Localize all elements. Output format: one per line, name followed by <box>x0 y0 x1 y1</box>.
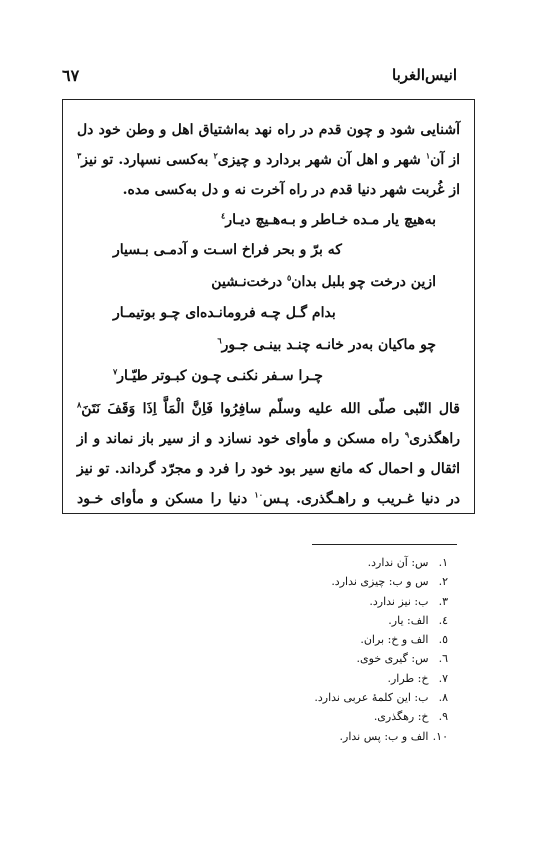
footnote-item: ٥. الف و خ: بران. <box>360 633 448 647</box>
footnote-ref: ٩ <box>404 429 410 440</box>
footnote-ref: ٥ <box>286 272 292 283</box>
main-text-frame <box>62 99 475 514</box>
running-title: انیس‌الغربا <box>392 66 457 84</box>
page-header <box>62 66 457 86</box>
footnote-ref: ٣ <box>77 150 82 161</box>
footnote-ref: ٤ <box>221 210 226 221</box>
footnote-item: ٤. الف: یار. <box>388 613 448 627</box>
footnotes-list <box>188 553 448 746</box>
footnote-ref: ٧ <box>113 366 118 377</box>
footnote-ref: ٢ <box>213 150 218 161</box>
verse-line: که برّ و بحر فراخ اسـت و آدمـی بـسیار <box>113 242 342 258</box>
page-number: ٦٧ <box>62 66 80 85</box>
footnote-item: ٣. ب: نیز ندارد. <box>369 594 448 608</box>
prose-line: آشنایی شود و چون قدم در راه نهد به‌اشتیاق اهل و وطن خود دل <box>77 122 461 138</box>
footnote-ref: ١٠ <box>254 489 263 500</box>
verse-line: چـرا سـفر نکنـی چـون کبـوتر طیّـار$^٧$ <box>113 366 323 384</box>
footnote-ref: ١ <box>425 150 431 161</box>
prose-line: در دنیا غـریب و راهـگذری. پـس$^{١٠}$ دنیا را مسکن و مأوای خـود <box>77 489 460 507</box>
verse-line: به‌هیچ یار مـده خـاطر و بـه‌هـیچ دیـار$^٤$ <box>221 210 436 228</box>
footnote-item: ١٠. الف و ب: پس ندار. <box>339 729 448 743</box>
prose-line: اثقال و احمال که مانع سیر بود خود را فرد و مجرّد گرداند. تو نیز <box>77 461 460 477</box>
prose-line: قال النّبی صلّی الله علیه وسلّم سافِرُوا فَاِنَّ الْمَاَّ اِذَا وَقَفَ نَتَنَ$^٨$ <box>77 399 460 417</box>
footnote-item: ٢. س و ب: چیزی ندارد. <box>331 575 448 589</box>
footnote-item: ٧. خ: طرار. <box>387 671 448 685</box>
footnote-ref: ٦ <box>217 335 222 346</box>
verse-line: بدام گـل چـه فرومانـده‌ای چـو بوتیمـار <box>113 305 336 321</box>
verse-line: ازین درخت چو بلبل بدان$^٥$ درخت‌نـشین <box>211 272 436 290</box>
footnote-item: ٨. ب: این کلمهٔ عربی ندارد. <box>314 691 448 705</box>
prose-line: از آن$^١$ شهر و اهل آن شهر بردارد و چیزی$^٢$ به‌کسی نسپارد. تو نیز$^٣$ <box>77 150 460 168</box>
footnote-ref: ٨ <box>77 399 82 410</box>
verse-line: چو ماکیان به‌در خانـه چنـد بینـی جـور$^٦$ <box>217 335 436 353</box>
prose-line: راهگذری$^٩$ راه مسکن و مأوای خود نسازد و از سیر باز نماند و از <box>77 429 460 447</box>
footnote-item: ٩. خ: رهگذری. <box>373 710 448 724</box>
footnote-separator <box>312 544 457 545</box>
prose-line: از غُربت شهر دنیا قدم در راه آخرت نه و دل به‌کسی مده. <box>122 182 460 198</box>
footnote-item: ٦. س: گیری خوی. <box>356 652 448 666</box>
footnote-item: ١. س: آن ندارد. <box>367 556 448 569</box>
